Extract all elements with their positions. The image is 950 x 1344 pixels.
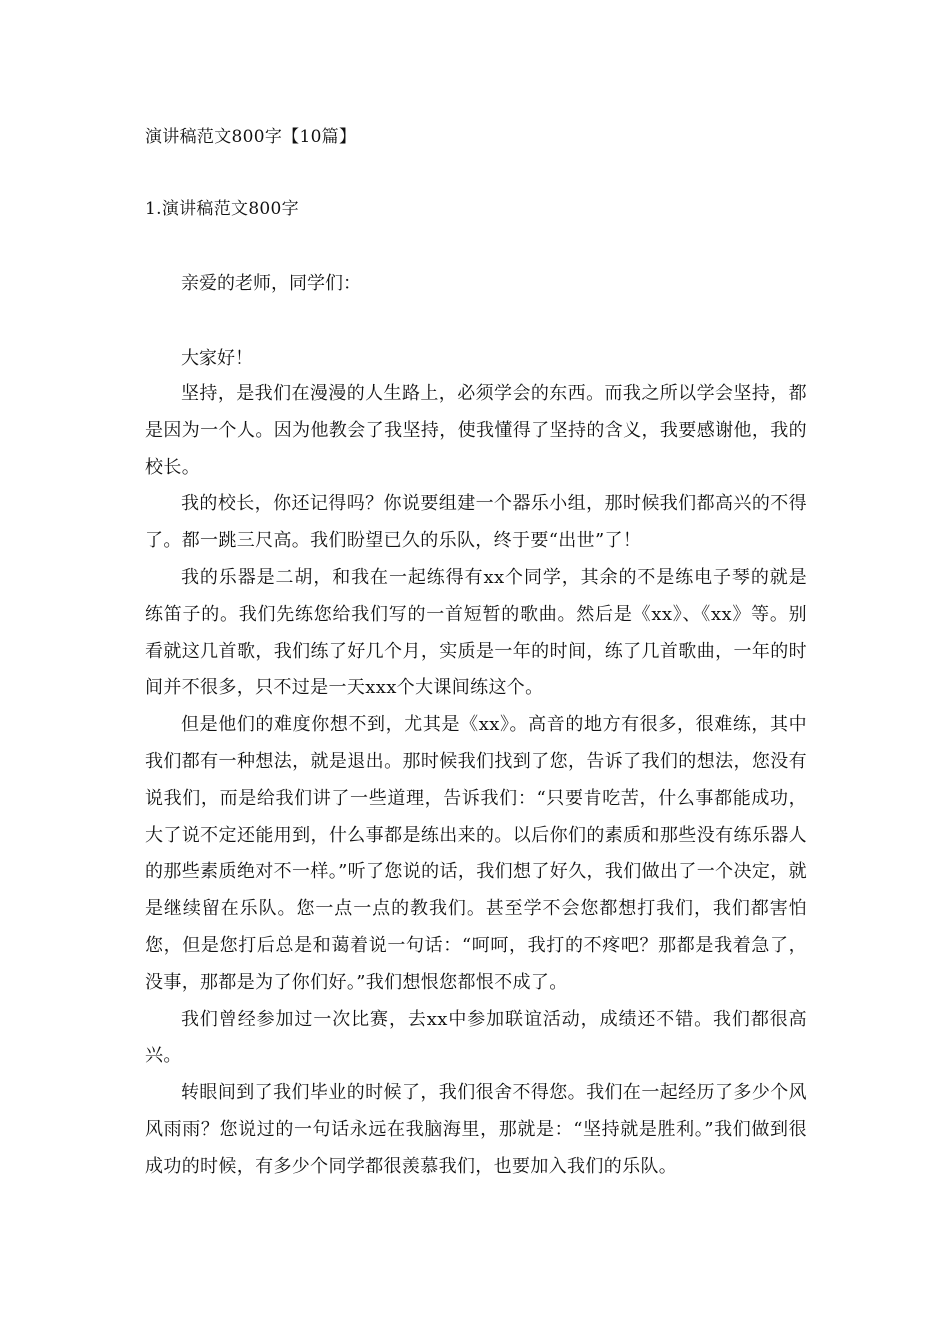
body-paragraph: 但是他们的难度你想不到，尤其是《xx》。高音的地方有很多，很难练，其中我们都有一种想法，就是退出。那时候我们找到了您，告诉了我们的想法，您没有说我们，而是给我们讲了一些道理，告诉我们：“只要肯吃苦，什么事都能成功，大了说不定还能用到，什么事都是练出来的。以后你们的素质和那些没有练乐器人的那些素质绝对不一样。”听了您说的话，我们想了好久，我们做出了一个决定，就是继续留在乐队。您一点一点的教我们。甚至学不会您都想打我们，我们都害怕您，但是您打后总是和蔼着说一句话：“呵呵，我打的不疼吧？那都是我着急了，没事，那都是为了你们好。”我们想恨您都恨不成了。 [145, 714, 807, 993]
body-paragraph: 坚持，是我们在漫漫的人生路上，必须学会的东西。而我之所以学会坚持，都是因为一个人。因为他教会了我坚持，使我懂得了坚持的含义，我要感谢他，我的校长。 [145, 383, 807, 478]
document-content [145, 122, 807, 1186]
salutation: 亲爱的老师，同学们： [181, 273, 361, 294]
document-title: 演讲稿范文800字【10篇】 [145, 127, 357, 147]
body-paragraph: 转眼间到了我们毕业的时候了，我们很舍不得您。我们在一起经历了多少个风风雨雨？您说过的一句话永远在我脑海里，那就是：“坚持就是胜利。”我们做到很成功的时候，有多少个同学都很羡慕我们，也要加入我们的乐队。 [145, 1082, 807, 1177]
body-paragraph: 我的乐器是二胡，和我在一起练得有xx个同学，其余的不是练电子琴的就是练笛子的。我们先练您给我们写的一首短暂的歌曲。然后是《xx》、《xx》等。别看就这几首歌，我们练了好几个月，实质是一年的时间，练了几首歌曲，一年的时间并不很多，只不过是一天xxx个大课间练这个。 [145, 566, 807, 699]
greeting: 大家好！ [181, 348, 253, 369]
body-paragraph: 我们曾经参加过一次比赛，去xx中参加联谊活动，成绩还不错。我们都很高兴。 [145, 1008, 807, 1067]
section-heading: 1.演讲稿范文800字 [145, 199, 299, 219]
body-paragraph: 我的校长，你还记得吗？你说要组建一个器乐小组，那时候我们都高兴的不得了。都一跳三尺高。我们盼望已久的乐队，终于要“出世”了！ [145, 493, 807, 552]
